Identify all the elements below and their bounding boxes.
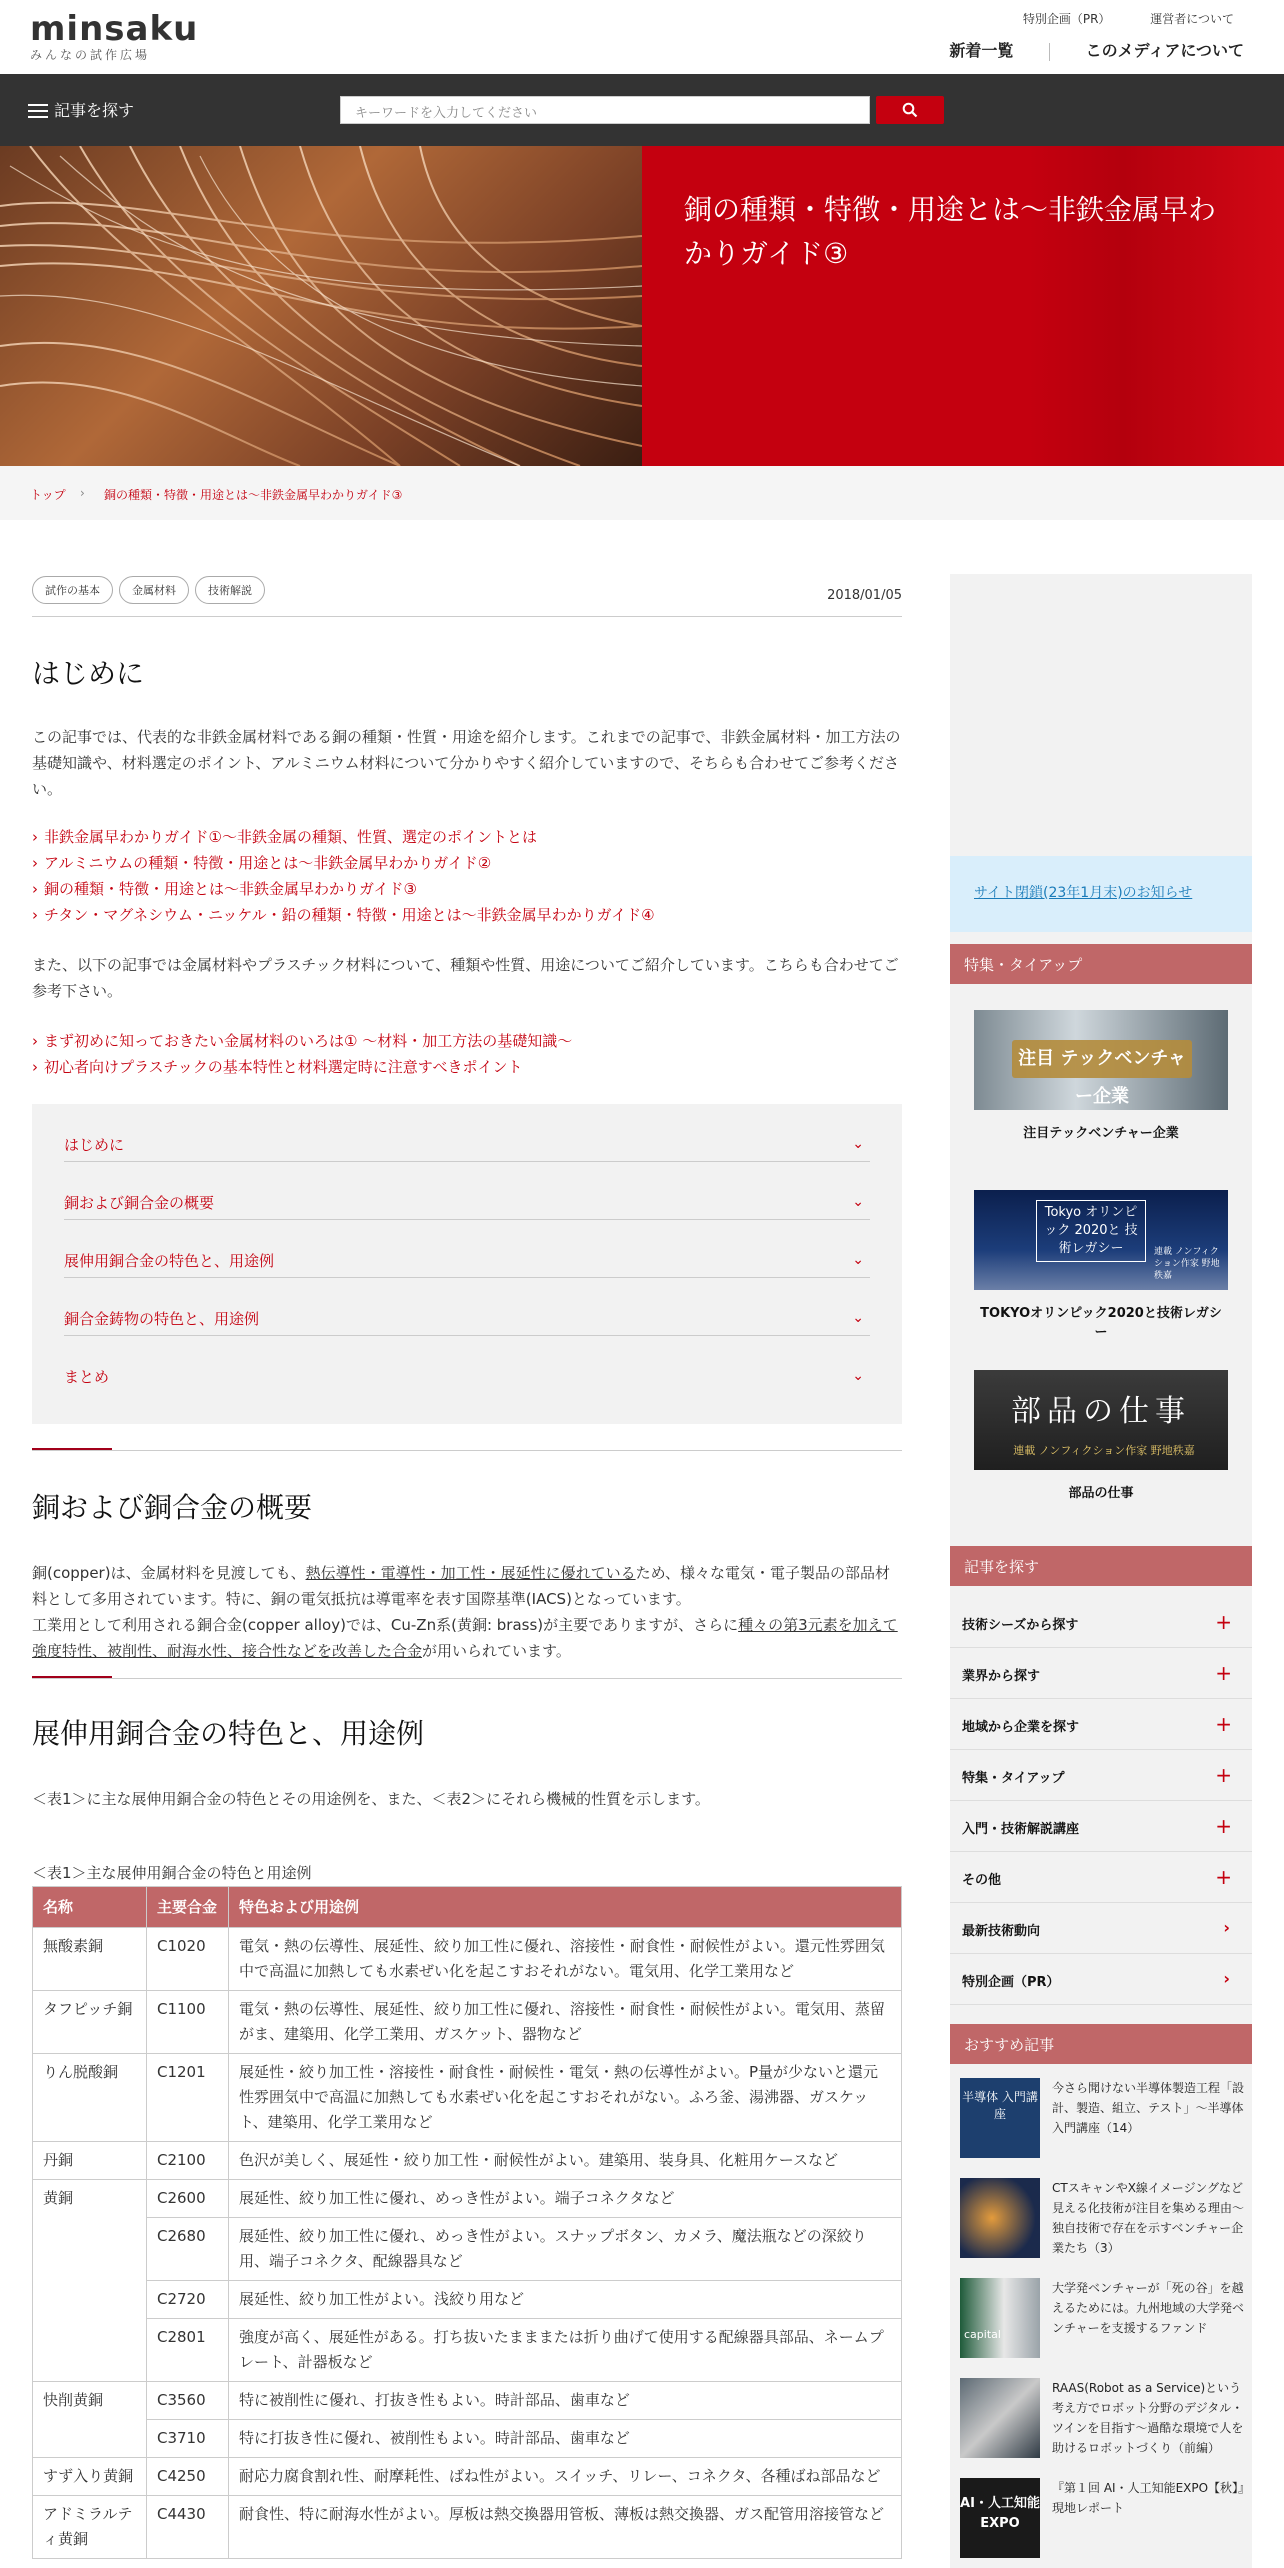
cell-desc: 展延性、絞り加工性に優れ、めっき性がよい。端子コネクタなど	[229, 2180, 902, 2218]
tag-basics[interactable]: 試作の基本	[32, 576, 113, 604]
article-title: 銅の種類・特徴・用途とは～非鉄金属早わかりガイド③	[684, 193, 1217, 270]
toc-item-summary[interactable]	[64, 1336, 870, 1394]
feature-card-parts-work[interactable]	[974, 1370, 1228, 1501]
guide-link-list	[32, 824, 902, 928]
guide-link-4[interactable]: › チタン・マグネシウム・ニッケル・鉛の種類・特徴・用途とは～非鉄金属早わかりガイド④	[32, 902, 902, 928]
cell-name: 丹銅	[33, 2142, 147, 2180]
feature-image	[974, 1010, 1228, 1110]
notice-link[interactable]: サイト閉鎖(23年1月末)のお知らせ	[950, 856, 1252, 932]
find-item-region[interactable]	[950, 1700, 1252, 1750]
chevron-down-icon: ⌄	[852, 1194, 864, 1210]
chevron-right-icon: ›	[1223, 1969, 1230, 1988]
table-row	[33, 1928, 902, 1991]
cell-name: 快削黄銅	[33, 2382, 147, 2458]
find-item-seeds[interactable]	[950, 1598, 1252, 1648]
sidebar-heading-find: 記事を探す	[950, 1546, 1252, 1586]
publish-date: 2018/01/05	[827, 588, 902, 603]
recommended-article[interactable]	[960, 2078, 1246, 2168]
cell-code: C2600	[147, 2180, 229, 2218]
table-row	[33, 2054, 902, 2142]
heading-accent-line	[32, 1448, 112, 1450]
text: が用いられています。	[422, 1642, 571, 1660]
breadcrumb-current[interactable]: 銅の種類・特徴・用途とは～非鉄金属早わかりガイド③	[104, 488, 403, 502]
table-row	[33, 2142, 902, 2180]
text: 銅(copper)は、金属材料を見渡しても、	[32, 1564, 306, 1582]
find-label: 業界から探す	[962, 1669, 1041, 1684]
cell-code: C4430	[147, 2496, 229, 2559]
find-item-courses[interactable]	[950, 1802, 1252, 1852]
toc-label: 銅合金鋳物の特色と、用途例	[64, 1310, 260, 1328]
toc-label: はじめに	[64, 1136, 125, 1154]
sidebar-heading-features: 特集・タイアップ	[950, 944, 1252, 984]
table-row	[33, 2458, 902, 2496]
table-row	[33, 1991, 902, 2054]
recommended-title: 大学発ベンチャーが「死の谷」を越えるためには。九州地域の大学発ベンチャーを支援するファンド	[1052, 2281, 1245, 2335]
toc-item-intro[interactable]	[64, 1104, 870, 1162]
cell-desc: 色沢が美しく、展延性・絞り加工性・耐候性がよい。建築用、装身具、化粧用ケースなど	[229, 2142, 902, 2180]
tag-list	[32, 576, 271, 604]
guide-link-1[interactable]: › 非鉄金属早わかりガイド①～非鉄金属の種類、性質、選定のポイントとは	[32, 824, 902, 850]
search-icon	[902, 102, 918, 118]
find-label: 技術シーズから探す	[962, 1618, 1079, 1633]
table-of-contents	[32, 1104, 902, 1424]
chevron-down-icon: ⌄	[852, 1310, 864, 1326]
top-link-special[interactable]: 特別企画（PR）	[1022, 12, 1111, 26]
article-thumbnail	[960, 2378, 1040, 2458]
divider	[32, 616, 902, 617]
logo-subtitle: みんなの試作広場	[30, 48, 151, 62]
section-heading-intro: はじめに	[32, 657, 145, 690]
sidebar-heading-recommended: おすすめ記事	[950, 2024, 1252, 2064]
section-heading-wrought: 展伸用銅合金の特色と、用途例	[32, 1717, 425, 1750]
cell-name: タフピッチ銅	[33, 1991, 147, 2054]
cell-desc: 耐応力腐食割れ性、耐摩耗性、ばね性がよい。スイッチ、リレー、コネクタ、各種ばね部品など	[229, 2458, 902, 2496]
underlined-text: 熱伝導性・電導性・加工性・展延性に優れている	[305, 1564, 636, 1582]
table-row	[33, 2218, 902, 2281]
chevron-right-icon: ›	[80, 486, 85, 500]
tag-metal[interactable]: 金属材料	[119, 576, 189, 604]
col-header-name: 名称	[33, 1887, 147, 1928]
search-input[interactable]: キーワードを入力してください	[340, 96, 870, 124]
find-item-features[interactable]	[950, 1751, 1252, 1801]
recommended-article[interactable]	[960, 2278, 1246, 2368]
also-paragraph: また、以下の記事では金属材料やプラスチック材料について、種類や性質、用途についてご紹介しています。こちらも合わせてご参考下さい。	[32, 956, 899, 1000]
cell-name: アドミラルティ黄銅	[33, 2496, 147, 2559]
heading-accent-line	[32, 1676, 112, 1678]
toc-label: まとめ	[64, 1368, 110, 1386]
table-row	[33, 2420, 902, 2458]
copper-wire-illustration	[0, 146, 642, 466]
nav-new-list[interactable]: 新着一覧	[949, 41, 1014, 60]
cell-name: 黄銅	[33, 2180, 147, 2382]
feature-image-text: 注目 テックベンチャー企業	[1012, 1040, 1192, 1078]
search-button[interactable]	[876, 96, 944, 124]
underlined-text: 種々の第3元素を加えて強度特性、被削性、耐海水性、接合性などを改善した合金	[32, 1616, 898, 1660]
toc-label: 展伸用銅合金の特色と、用途例	[64, 1252, 275, 1270]
nav-divider	[1049, 43, 1050, 61]
cell-code: C3560	[147, 2382, 229, 2420]
find-item-special[interactable]	[950, 1955, 1252, 2005]
search-bar	[0, 74, 1284, 146]
cell-desc: 耐食性、特に耐海水性がよい。厚板は熱交換器用管板、薄板は熱交換器、ガス配管用溶接管など	[229, 2496, 902, 2559]
plus-icon: +	[1215, 1763, 1232, 1787]
recommended-title: 今さら聞けない半導体製造工程「設計、製造、組立、テスト」～半導体入門講座（14）	[1052, 2081, 1245, 2135]
cell-code: C2680	[147, 2218, 229, 2281]
tag-tech[interactable]: 技術解説	[195, 576, 265, 604]
feature-image-subtext: 連載 ノンフィクション作家 野地秩嘉	[1154, 1247, 1220, 1281]
plus-icon: +	[1215, 1814, 1232, 1838]
table-row	[33, 2281, 902, 2319]
cell-desc: 展延性、絞り加工性がよい。浅絞り用など	[229, 2281, 902, 2319]
hero-image-copper-wires	[0, 146, 642, 466]
feature-card-tech-venture[interactable]	[974, 1010, 1228, 1141]
menu-label: 記事を探す	[54, 101, 135, 120]
col-header-desc: 特色および用途例	[229, 1887, 902, 1928]
feature-caption: TOKYOオリンピック2020と技術レガシー	[980, 1306, 1222, 1340]
overview-paragraph-1	[32, 1560, 902, 1612]
breadcrumb	[0, 466, 1284, 520]
cell-code: C1100	[147, 1991, 229, 2054]
table-header-row	[33, 1887, 902, 1928]
top-links	[987, 10, 1234, 27]
site-logo[interactable]	[30, 10, 198, 63]
find-label: 特別企画（PR）	[962, 1975, 1060, 1990]
related-link-metal[interactable]: › まず初めに知っておきたい金属材料のいろは① ～材料・加工方法の基礎知識～	[32, 1028, 902, 1054]
cell-code: C1201	[147, 2054, 229, 2142]
plus-icon: +	[1215, 1712, 1232, 1736]
wrought-paragraph: ＜表1＞に主な展伸用銅合金の特色とその用途例を、また、＜表2＞にそれら機械的性質を示します。	[32, 1790, 710, 1808]
plus-icon: +	[1215, 1610, 1232, 1634]
toc-item-overview[interactable]	[64, 1162, 870, 1220]
sidebar	[950, 574, 1252, 2568]
breadcrumb-home[interactable]: トップ	[30, 488, 66, 502]
cell-code: C1020	[147, 1928, 229, 1991]
feature-card-olympic[interactable]	[974, 1190, 1228, 1340]
recommended-article[interactable]	[960, 2178, 1246, 2268]
article-thumbnail: 半導体 入門講座	[960, 2078, 1040, 2158]
divider	[32, 1678, 902, 1679]
logo-text: minsaku	[30, 9, 199, 49]
toc-label: 銅および銅合金の概要	[64, 1194, 215, 1212]
cell-desc: 特に被削性に優れ、打抜き性もよい。時計部品、歯車など	[229, 2382, 902, 2420]
nav-about-media[interactable]: このメディアについて	[1085, 41, 1244, 60]
text: ため、様々な電気・電子製品の部品材料として多用されています。特に、銅の電気抵抗は導電率を表す国際基準(IACS)となっています。	[32, 1564, 890, 1608]
toc-item-wrought[interactable]	[64, 1220, 870, 1278]
cell-code: C3710	[147, 2420, 229, 2458]
feature-image-subtext: 連載 ノンフィクション作家 野地秩嘉	[1013, 1444, 1195, 1457]
hero-banner	[0, 146, 1284, 466]
feature-image-text: 部品の仕事	[1011, 1394, 1191, 1429]
related-link-list	[32, 1028, 902, 1080]
cell-desc: 展延性・絞り加工性・溶接性・耐食性・耐候性・電気・熱の伝導性がよい。P量が少ないと還元性雰囲気中で高温に加熱しても水素ぜい化を起こすおそれがない。ふろ釜、湯沸器、ガスケット、建築用、化学工業用など	[229, 2054, 902, 2142]
chevron-down-icon: ⌄	[852, 1136, 864, 1152]
text: 工業用として利用される銅合金(copper alloy)では、Cu-Zn系(黄銅: brass)が主要でありますが、さらに	[32, 1616, 739, 1634]
intro-paragraph: この記事では、代表的な非鉄金属材料である銅の種類・性質・用途を紹介します。これまでの記事で、非鉄金属材料・加工方法の基礎知識や、材料選定のポイント、アルミニウム材料について分かりやすく紹介していますので、そちらも合わせてご参考ください。	[32, 728, 901, 798]
recommended-title: 『第１回 AI・人工知能EXPO【秋】』現地レポート	[1052, 2481, 1245, 2515]
cell-name: りん脱酸銅	[33, 2054, 147, 2142]
chevron-down-icon: ⌄	[852, 1252, 864, 1268]
cell-code: C2801	[147, 2319, 229, 2382]
find-item-latest[interactable]	[950, 1904, 1252, 1954]
find-label: 地域から企業を探す	[962, 1720, 1080, 1735]
cell-code: C2100	[147, 2142, 229, 2180]
related-link-plastic[interactable]: › 初心者向けプラスチックの基本特性と材料選定時に注意すべきポイント	[32, 1054, 902, 1080]
recommended-article[interactable]	[960, 2378, 1246, 2468]
divider	[32, 1450, 902, 1451]
cell-desc: 展延性、絞り加工性に優れ、めっき性がよい。スナップボタン、カメラ、魔法瓶などの深絞り用、端子コネクタ、配線器具など	[229, 2218, 902, 2281]
table-row	[33, 2319, 902, 2382]
find-label: 最新技術動向	[962, 1924, 1041, 1939]
feature-caption: 注目テックベンチャー企業	[1023, 1126, 1179, 1141]
hamburger-icon	[28, 104, 48, 118]
article-thumbnail	[960, 2178, 1040, 2258]
find-label: 特集・タイアップ	[962, 1771, 1065, 1786]
recommended-title: RAAS(Robot as a Service)という考え方でロボット分野のデジタル・ツインを目指す～過酷な環境で人を助けるロボットづくり（前編）	[1052, 2381, 1244, 2455]
col-header-code: 主要合金	[147, 1887, 229, 1928]
chevron-right-icon: ›	[1223, 1918, 1230, 1937]
cell-desc: 強度が高く、展延性がある。打ち抜いたまままたは折り曲げて使用する配線器具部品、ネームプレート、計器板など	[229, 2319, 902, 2382]
overview-paragraph-2	[32, 1612, 902, 1664]
recommended-title: CTスキャンやX線イメージングなど見える化技術が注目を集める理由～独自技術で存在を示すベンチャー企業たち（3）	[1052, 2181, 1245, 2255]
plus-icon: +	[1215, 1865, 1232, 1889]
toc-item-casting[interactable]	[64, 1278, 870, 1336]
article-thumbnail: AI・人工知能 EXPO	[960, 2478, 1040, 2558]
article-thumbnail: capital	[960, 2278, 1040, 2358]
chevron-down-icon: ⌄	[852, 1368, 864, 1384]
cell-name: 無酸素銅	[33, 1928, 147, 1991]
section-heading-overview: 銅および銅合金の概要	[32, 1491, 313, 1524]
plus-icon: +	[1215, 1661, 1232, 1685]
find-item-other[interactable]	[950, 1853, 1252, 1903]
table-row	[33, 2180, 902, 2218]
cell-code: C4250	[147, 2458, 229, 2496]
table-row	[33, 2382, 902, 2420]
alloy-table	[32, 1886, 902, 2559]
cell-desc: 特に打抜き性に優れ、被削性もよい。時計部品、歯車など	[229, 2420, 902, 2458]
find-label: その他	[962, 1873, 1002, 1888]
cell-code: C2720	[147, 2281, 229, 2319]
table-row	[33, 2496, 902, 2559]
cell-desc: 電気・熱の伝導性、展延性、絞り加工性に優れ、溶接性・耐食性・耐候性がよい。電気用、蒸留がま、建築用、化学工業用、ガスケット、器物など	[229, 1991, 902, 2054]
feature-image	[974, 1190, 1228, 1290]
menu-button[interactable]	[28, 98, 134, 121]
table-caption: ＜表1＞主な展伸用銅合金の特色と用途例	[32, 1864, 312, 1882]
top-link-about[interactable]: 運営者について	[1150, 12, 1234, 26]
cell-name: すず入り黄銅	[33, 2458, 147, 2496]
feature-image-text: Tokyo オリンピック 2020と 技術レガシー	[1036, 1200, 1146, 1262]
site-header	[0, 0, 1284, 74]
main-nav	[919, 38, 1244, 61]
find-label: 入門・技術解説講座	[962, 1822, 1080, 1837]
cell-desc: 電気・熱の伝導性、展延性、絞り加工性に優れ、溶接性・耐食性・耐候性がよい。還元性雰囲気中で高温に加熱しても水素ぜい化を起こすおそれがない。電気用、化学工業用など	[229, 1928, 902, 1991]
guide-link-2[interactable]: › アルミニウムの種類・特徴・用途とは～非鉄金属早わかりガイド②	[32, 850, 902, 876]
ad-space	[950, 574, 1252, 856]
feature-caption: 部品の仕事	[1068, 1486, 1134, 1501]
find-item-industry[interactable]	[950, 1649, 1252, 1699]
feature-image	[974, 1370, 1228, 1470]
recommended-article[interactable]	[960, 2478, 1246, 2568]
guide-link-3[interactable]: › 銅の種類・特徴・用途とは～非鉄金属早わかりガイド③	[32, 876, 902, 902]
